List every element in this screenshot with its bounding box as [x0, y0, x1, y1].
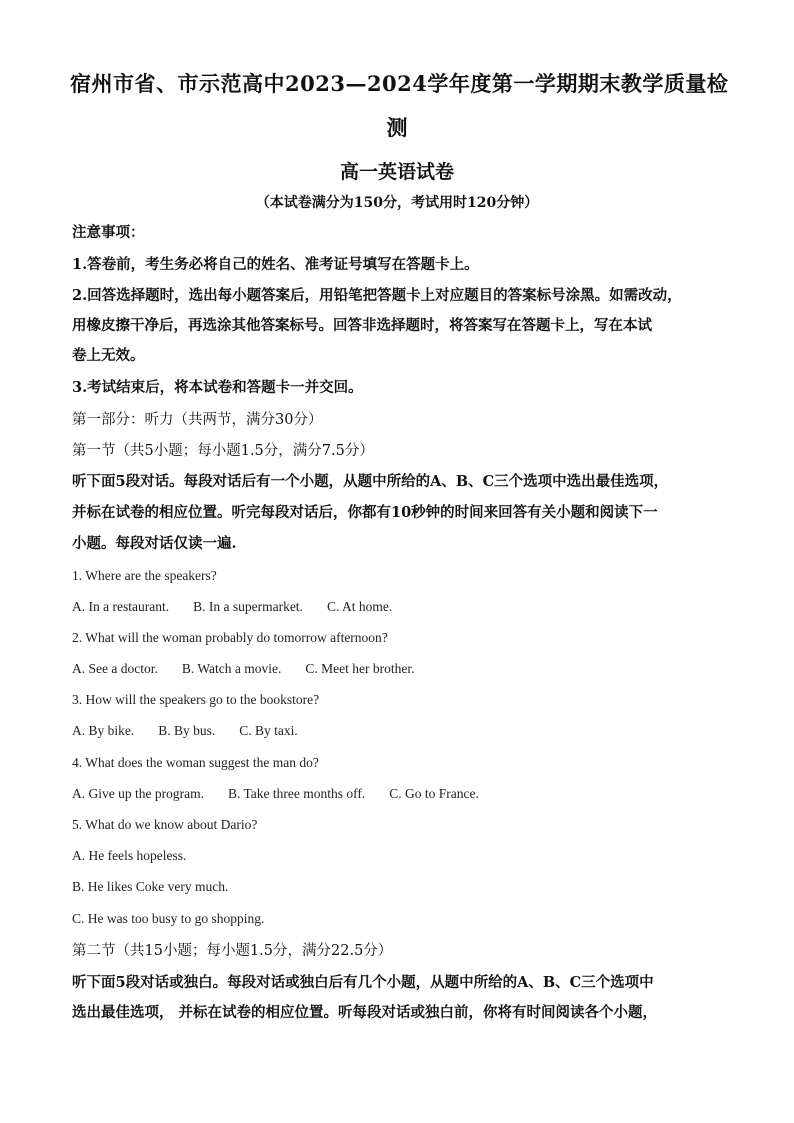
question-4-option-c: C. Go to France.: [389, 786, 479, 801]
section1-intro-line1: 听下面5段对话。每段对话后有一个小题，从题中所给的A、B、C三个选项中选出最佳选项，: [72, 473, 669, 490]
question-2-option-c: C. Meet her brother.: [305, 661, 415, 676]
question-2-option-b: B. Watch a movie.: [181, 661, 282, 676]
notice-heading: 注意事项：: [72, 224, 145, 241]
question-4-text: 4. What does the woman suggest the man do?: [72, 755, 319, 770]
section1-intro-line2: 并标在试卷的相应位置。听完每段对话后，你都有10秒钟的时间来回答有关小题和阅读下一: [72, 504, 658, 521]
section2-intro-line1: 听下面5段对话或独白。每段对话或独白后有几个小题，从题中所给的A、B、C三个选项中: [72, 974, 654, 991]
exam-score-time-note: （本试卷满分为150分，考试用时120分钟）: [255, 195, 539, 211]
question-3-option-a: A. By bike.: [72, 723, 135, 738]
question-2-option-a: A. See a doctor.: [72, 661, 158, 676]
notice-item-2-line1: 2.回答选择题时，选出每小题答案后，用铅笔把答题卡上对应题目的答案标号涂黑。如需改动，: [72, 287, 682, 304]
notice-item-1: 1.答卷前，考生务必将自己的姓名、准考证号填写在答题卡上。: [72, 256, 479, 273]
exam-title-line2: 测: [386, 115, 408, 140]
question-5-option-a: A. He feels hopeless.: [72, 848, 187, 863]
question-1-option-c: C. At home.: [326, 599, 393, 614]
exam-title-line1: 宿州市省、市示范高中2023—2024学年度第一学期期末教学质量检: [70, 71, 729, 96]
question-4-option-a: A. Give up the program.: [72, 786, 204, 801]
question-3-text: 3. How will the speakers go to the bookstore?: [72, 692, 320, 707]
question-1-options: [72, 598, 724, 616]
question-4-options: [72, 785, 724, 803]
part1-heading: 第一部分：听力（共两节，满分30分）: [72, 412, 323, 428]
section1-heading: 第一节（共5小题；每小题1.5分，满分7.5分）: [72, 443, 374, 459]
question-3-options: [72, 722, 724, 740]
question-2-text: 2. What will the woman probably do tomorrow afternoon?: [72, 630, 388, 645]
section2-intro-line2: 选出最佳选项， 并标在试卷的相应位置。听每段对话或独白前，你将有时间阅读各个小题，: [72, 1004, 658, 1021]
question-5-option-c: C. He was too busy to go shopping.: [72, 911, 265, 926]
notice-item-2-line2: 用橡皮擦干净后，再选涂其他答案标号。回答非选择题时，将答案写在答题卡上，写在本试: [72, 317, 652, 334]
section1-intro-line3: 小题。每段对话仅读一遍.: [72, 535, 237, 552]
notice-item-2-line3: 卷上无效。: [72, 347, 145, 364]
question-1-option-a: A. In a restaurant.: [72, 599, 170, 614]
question-3-option-c: C. By taxi.: [239, 723, 298, 738]
question-3-option-b: B. By bus.: [158, 723, 216, 738]
question-1-option-b: B. In a supermarket.: [193, 599, 303, 614]
notice-item-3: 3.考试结束后，将本试卷和答题卡一并交回。: [72, 379, 363, 396]
question-5-option-b: B. He likes Coke very much.: [72, 879, 229, 894]
question-2-options: [72, 660, 724, 678]
question-5-text: 5. What do we know about Dario?: [72, 817, 258, 832]
section2-heading: 第二节（共15小题；每小题1.5分，满分22.5分）: [72, 943, 393, 959]
exam-subtitle: 高一英语试卷: [339, 161, 454, 183]
question-1-text: 1. Where are the speakers?: [72, 568, 217, 583]
question-4-option-b: B. Take three months off.: [227, 786, 366, 801]
